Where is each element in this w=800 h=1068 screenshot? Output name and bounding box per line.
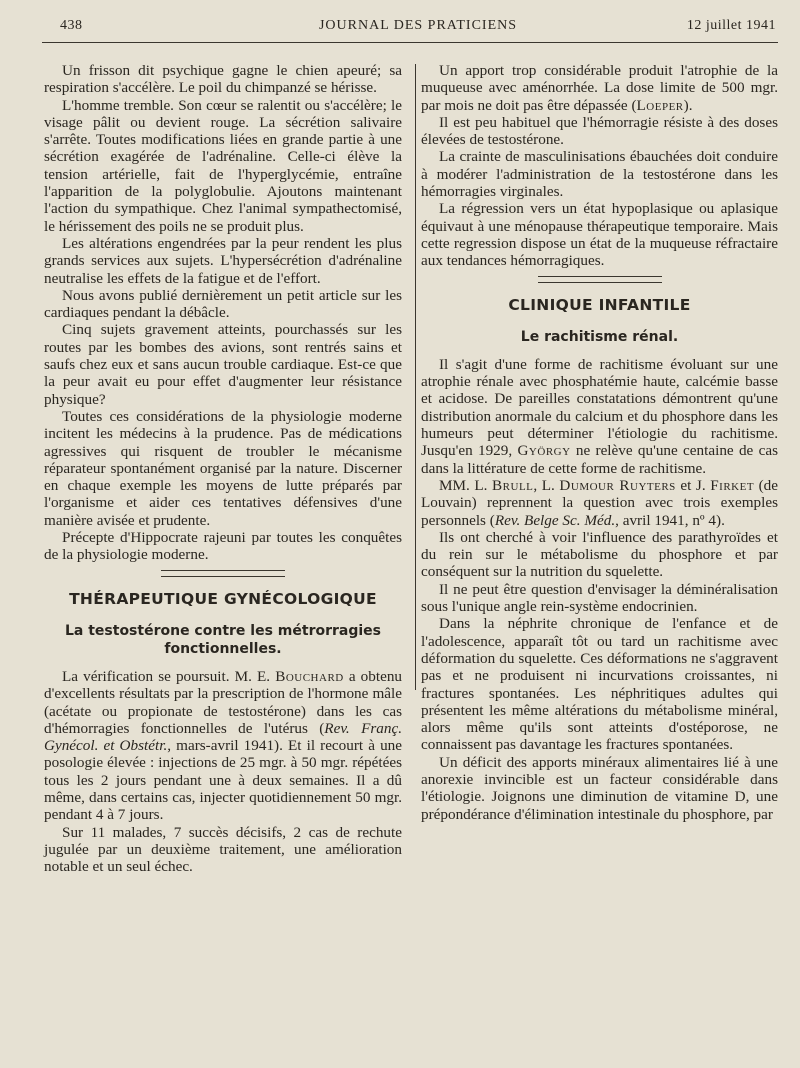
paragraph: Il ne peut être question d'envisager la déminéralisation sous l'unique angle rein-système endocrinien.	[421, 580, 778, 616]
right-column	[421, 62, 778, 823]
paragraph: Un frisson dit psychique gagne le chien apeuré; sa respiration s'accélère. Le poil du chimpanzé se hérisse.	[44, 62, 402, 97]
paragraph: L'homme tremble. Son cœur se ralentit ou s'accélère; le visage pâlit ou devient rouge. La sécrétion salivaire s'arrête. Toutes modifications liées en grande partie à une sécrétion exagérée de l'adrénaline. Celle-ci élève la tension artérielle, fait de l'hyperglycémie, entraîne l'apparition de la polyglobulie. Ajoutons maintenant l'action du sympathique. Chez l'animal sympathectomisé, le hérissement des poils ne se produit plus.	[44, 96, 402, 235]
paragraph: Dans la néphrite chronique de l'enfance et de l'adolescence, apparaît tôt ou tard un rachitisme avec déformation du squelette. Ces déformations ne s'aggravent pas et ne produisent ni incurvations croissantes, ni fractures spontanées. Les néphritiques adultes qui présentent les même altérations du métabolisme minéral, alors même qu'ils sont atteints d'ostéporose, ne connaissent pas davantage les fractures spontanées.	[421, 615, 778, 754]
article-title: Le rachitisme rénal.	[520, 328, 679, 345]
paragraph: Ils ont cherché à voir l'influence des parathyroïdes et du rein sur le métabolisme du phosphore et par conséquent sur la nutrition du squelette.	[421, 528, 778, 581]
author-name: Loeper	[636, 96, 684, 114]
paragraph: Il s'agit d'une forme de rachitisme évoluant sur une atrophie rénale avec phosphatémie haute, calcémie basse et acidose. De pareilles constatations démontrent qu'une distribution anormale du calcium et du phosphore dans les humeurs peut déterminer l'étiologie du rachitisme. Jusqu'en 1929, György ne relève qu'une centaine de cas dans la littérature de cette forme de rachitisme.	[421, 355, 778, 477]
paragraph: Un apport trop considérable produit l'atrophie de la muqueuse avec aménorrhée. La dose limite de 500 mgr. par mois ne doit pas être dépassée (Loeper).	[421, 62, 778, 114]
paragraph: Un déficit des apports minéraux alimentaires lié à une anorexie invincible est un facteur considérable dans l'étiologie. Joignons une diminution de vitamine D, une prépondérance d'élimination intestinale du phosphore, par	[421, 753, 778, 823]
author-name: György	[517, 442, 571, 460]
page-number: 438	[60, 18, 83, 33]
issue-date: 12 juillet 1941	[686, 18, 776, 33]
header-rule	[42, 42, 778, 43]
paragraph: La crainte de masculinisations ébauchées doit conduire à modérer l'administration de la testostérone dans les hémorragies virginales.	[421, 148, 778, 201]
section-separator	[161, 570, 285, 577]
paragraph: Les altérations engendrées par la peur rendent les plus grands services aux sujets. L'hypersécrétion d'adrénaline neutralise les effets de la fatigue et de l'effort.	[44, 234, 402, 287]
paragraph: Précepte d'Hippocrate rajeuni par toutes les conquêtes de la physiologie moderne.	[44, 529, 402, 564]
reference: Rev. Franç. Gynécol. et Obstétr.	[44, 719, 402, 755]
left-column	[44, 62, 402, 875]
paragraph: La vérification se poursuit. M. E. Bouchard a obtenu d'excellents résultats par la prescription de l'hormone mâle (acétate ou propionate de testostérone) dans les cas d'hémorragies fonctionnelles de l'utérus (Rev. Franç. Gynécol. et Obstétr., mars-avril 1941). Et il recourt à une posologie élevée : injections de 25 mgr. à 50 mgr. répétées tous les 2 jours pendant une à deux semaines. Il a dû même, dans certains cas, injecter quotidiennement 50 mgr. pendant 4 à 7 jours.	[44, 667, 403, 824]
article-title: La testostérone contre les métrorragies fonctionnelles.	[64, 622, 381, 657]
column-divider	[415, 64, 416, 690]
author-name: Bouchard	[275, 667, 344, 685]
author-name: Dumour Ruyters	[559, 476, 676, 494]
paragraph: MM. L. Brull, L. Dumour Ruyters et J. Firket (de Louvain) reprennent la question avec trois exemples personnels (Rev. Belge Sc. Méd., avril 1941, nº 4).	[421, 476, 779, 529]
paragraph: Cinq sujets gravement atteints, pourchassés sur les routes par les bombes des avions, sont rentrés sains et saufs chez eux et sans aucun trouble cardiaque. Est-ce que la peur avait eu pour effet d'augmenter leur résistance physique?	[44, 321, 402, 408]
paragraph: Sur 11 malades, 7 succès décisifs, 2 cas de rechute jugulée par un deuxième traitement, une amélioration notable et un seul échec.	[44, 823, 402, 876]
paragraph: La régression vers un état hypoplasique ou aplasique équivaut à une ménopause thérapeutique temporaire. Mais cette regression dispose un état de la muqueuse réfractaire aux tendances hémorragiques.	[421, 200, 778, 270]
reference: Rev. Belge Sc. Méd.	[494, 511, 616, 529]
page-header	[60, 18, 776, 40]
paragraph: Toutes ces considérations de la physiologie moderne incitent les médecins à la prudence. Pas de médications agressives qui risquent de troubler le mécanisme réparateur spontanément organisé par la nature. Discerner en chaque exemple les moyens de lutte préparés par l'organisme et aider ces tentatives défensives d'une manière avisée et prudente.	[44, 407, 402, 529]
paragraph: Il est peu habituel que l'hémorragie résiste à des doses élevées de testostérone.	[421, 113, 778, 149]
section-title: THÉRAPEUTIQUE GYNÉCOLOGIQUE	[69, 589, 377, 608]
author-name: Firket	[710, 476, 755, 494]
section-title: CLINIQUE INFANTILE	[508, 295, 691, 314]
author-name: Brull	[492, 476, 534, 494]
paragraph: Nous avons publié dernièrement un petit article sur les cardiaques pendant la débâcle.	[44, 286, 402, 322]
journal-title: JOURNAL DES PRATICIENS	[318, 18, 518, 33]
section-separator	[538, 276, 662, 283]
